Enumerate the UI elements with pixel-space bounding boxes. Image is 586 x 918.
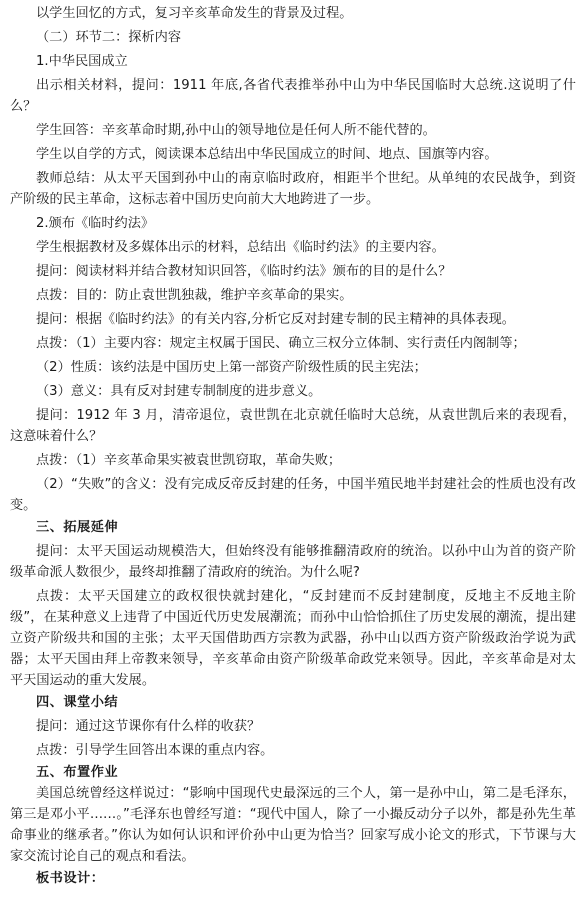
paragraph-question-1912: 提问：1912 年 3 月，清帝退位，袁世凯在北京就任临时大总统，从袁世凯后来的表现看，这意味着什么？ [10,408,576,444]
paragraph-hint-key-points: 点拨：引导学生回答出本课的重点内容。 [36,743,274,758]
section-heading-extension: 三、拓展延伸 [36,520,119,535]
paragraph-self-study: 学生以自学的方式，阅读课本总结出中华民国成立的时间、地点、国旗等内容。 [36,147,498,162]
paragraph-teacher-summary: 教师总结：从太平天国到孙中山的南京临时政府，相距半个世纪。从单纯的农民战争，到资产阶级的民主革命，这标志着中国历史向前大大地跨进了一步。 [10,171,576,207]
paragraph-hint-nature: （2）性质：该约法是中国历史上第一部资产阶级性质的民主宪法； [36,360,427,375]
paragraph-student-answer: 学生回答：辛亥革命时期,孙中山的领导地位是任何人所不能代替的。 [36,123,436,138]
section-heading-homework: 五、布置作业 [36,765,119,780]
paragraph-hint-purpose: 点拨：目的：防止袁世凯独裁，维护辛亥革命的果实。 [36,288,353,303]
paragraph-question-1911: 出示相关材料，提问：1911 年底,各省代表推举孙中山为中华民国临时大总统.这说明了什么？ [10,78,576,114]
paragraph-hint-failure: 点拨：（1）辛亥革命果实被袁世凯窃取，革命失败； [36,453,342,468]
section-heading-summary: 四、课堂小结 [36,695,119,710]
section-heading-step-two: （二）环节二：探析内容 [36,30,182,45]
document-body [10,0,576,889]
paragraph-question-taiping: 提问：太平天国运动规模浩大，但始终没有能够推翻清政府的统治。以孙中山为首的资产阶级革命派人数很少，最终却推翻了清政府的统治。为什么呢? [10,544,576,580]
paragraph-question-democracy: 提问：根据《临时约法》的有关内容,分析它反对封建专制的民主精神的具体表现。 [36,312,515,327]
paragraph-hint-failure-meaning: （2）“失败”的含义：没有完成反帝反封建的任务，中国半殖民地半封建社会的性质也没有改变。 [10,477,576,513]
paragraph-homework: 美国总统曾经这样说过：“影响中国现代史最深远的三个人，第一是孙中山，第二是毛泽东，第三是邓小平……。”毛泽东也曾经写道：“现代中国人，除了一小撮反动分子以外，都是孙先生革命事业的继承者。”你认为如何认识和评价孙中山更为恰当？回家写成小论文的形式，下节课与大家交流讨论自己的观点和看法。 [10,786,576,864]
paragraph-question-purpose: 提问：阅读材料并结合教材知识回答，《临时约法》颁布的目的是什么？ [36,264,452,279]
subheading-provisional-constitution: 2.颁布《临时约法》 [36,216,155,231]
paragraph-question-gains: 提问：通过这节课你有什么样的收获？ [36,719,261,734]
paragraph-hint-significance: （3）意义：具有反对封建专制制度的进步意义。 [36,384,322,399]
section-heading-board-design: 板书设计： [36,871,105,886]
paragraph-review: 以学生回忆的方式，复习辛亥革命发生的背景及过程。 [36,6,353,21]
paragraph-hint-taiping: 点拨：太平天国建立的政权很快就封建化，“反封建而不反封建制度，反地主不反地主阶级”，在某种意义上违背了中国近代历史发展潮流；而孙中山恰恰抓住了历史发展的潮流，提出建立资产阶级共和国的主张；太平天国借助西方宗教为武器，孙中山以西方资产阶级政治学说为武器；太平天国由拜上帝教来领导，辛亥革命由资产阶级革命政党来领导。因此，辛亥革命是对太平天国运动的重大发展。 [10,589,576,688]
paragraph-summarize-contents: 学生根据教材及多媒体出示的材料，总结出《临时约法》的主要内容。 [36,240,445,255]
paragraph-hint-contents: 点拨：（1）主要内容：规定主权属于国民、确立三权分立体制、实行责任内阁制等； [36,336,526,351]
subheading-roc-founding: 1.中华民国成立 [36,54,128,69]
